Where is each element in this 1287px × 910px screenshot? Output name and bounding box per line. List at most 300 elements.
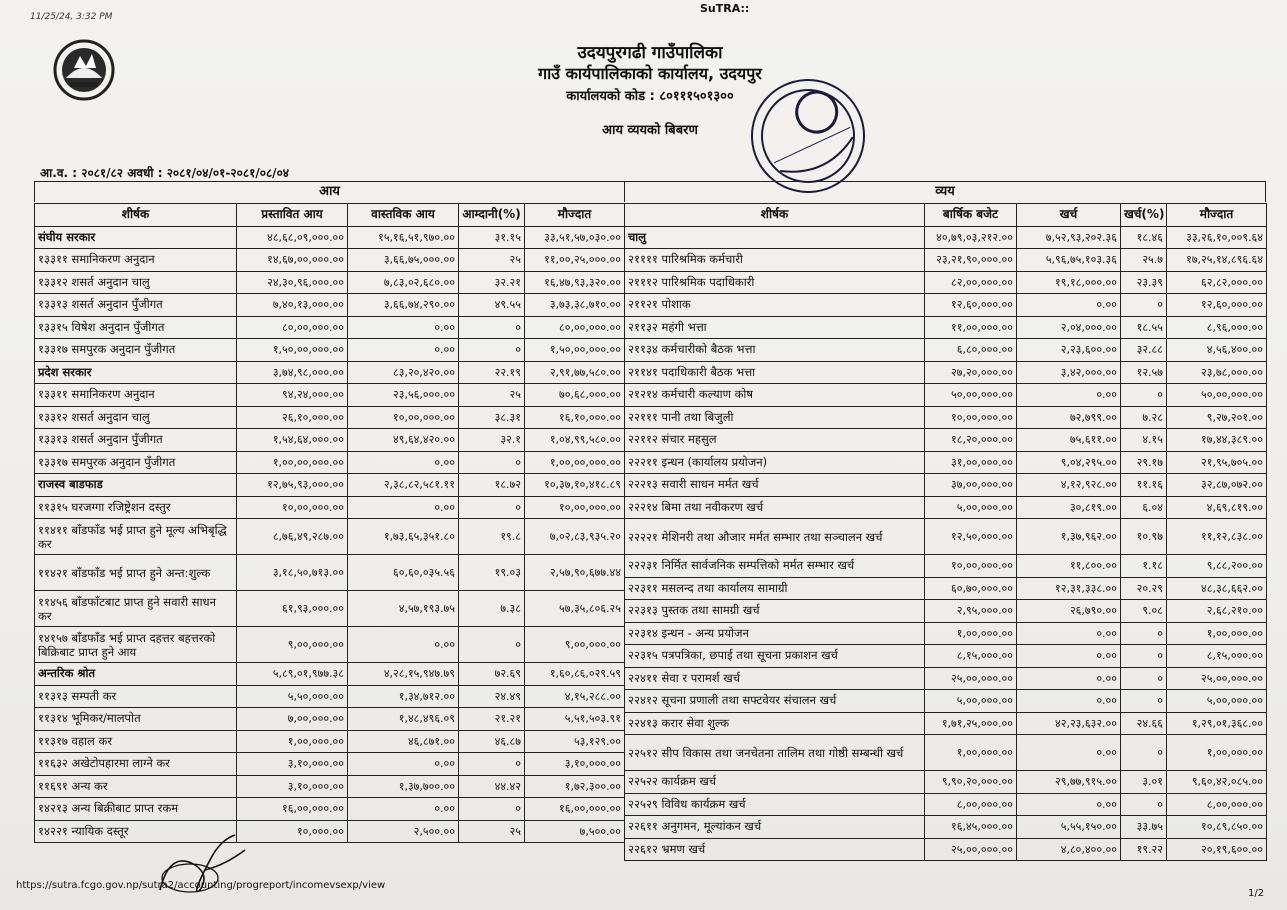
expense-cell-amount-1: ९,९०,२०,०००.०० (925, 771, 1017, 794)
income-cell-title: ११३१४ भूमिकर/मालपोत (35, 708, 237, 731)
income-cell-percent: १८.७२ (459, 474, 525, 497)
print-datetime: 11/25/24, 3:32 PM (30, 12, 113, 22)
expense-cell-title: २११३४ कर्मचारीको बैठक भत्ता (625, 339, 925, 362)
expense-cell-amount-1: १६,४५,०००.०० (925, 816, 1017, 839)
expense-cell-title: २२४११ सेवा र परामर्श खर्च (625, 667, 925, 690)
expense-cell-amount-1: ६०,७०,०००.०० (925, 577, 1017, 600)
expense-cell-title: २२६१२ भ्रमण खर्च (625, 838, 925, 861)
expense-cell-percent: २९.१७ (1121, 451, 1167, 474)
income-cell-balance: ७,५००.०० (525, 820, 625, 843)
income-cell-percent: ७२.६९ (459, 663, 525, 686)
expense-table (624, 203, 1267, 861)
income-row (35, 798, 625, 821)
expense-row (625, 384, 1267, 407)
income-cell-percent: ३२.१ (459, 429, 525, 452)
expense-cell-title: २११२१ पोशाक (625, 294, 925, 317)
expense-cell-amount-1: १,७१,२५,०००.०० (925, 712, 1017, 735)
expense-cell-percent: ० (1121, 793, 1167, 816)
expense-row (625, 429, 1267, 452)
income-cell-title: ११४५६ बाँडफाँटबाट प्राप्त हुने सवारी साधन कर (35, 591, 237, 627)
income-cell-title: अन्तरिक श्रोत (35, 663, 237, 686)
income-cell-amount-1: १,५४,६४,०००.०० (237, 429, 348, 452)
expense-cell-title: २२५१२ सीप विकास तथा जनचेतना तालिम तथा गोष्ठी सम्बन्धी खर्च (625, 735, 925, 771)
expense-cell-balance: ४,६९,८१९.०० (1167, 496, 1267, 519)
expense-cell-percent: ३.०१ (1121, 771, 1167, 794)
income-cell-title: प्रदेश सरकार (35, 361, 237, 384)
expense-row (625, 577, 1267, 600)
expense-row (625, 294, 1267, 317)
income-row (35, 663, 625, 686)
expense-row (625, 712, 1267, 735)
income-cell-percent: २५ (459, 820, 525, 843)
income-cell-balance: ८०,००,०००.०० (525, 316, 625, 339)
income-cell-title: १३३११ समानिकरण अनुदान (35, 384, 237, 407)
income-row (35, 627, 625, 663)
income-cell-amount-2: २३,५६,०००.०० (348, 384, 459, 407)
income-cell-percent: २१.२१ (459, 708, 525, 731)
income-cell-title: ११४२१ बाँडफाँड भई प्राप्त हुने अन्त:शुल्क (35, 555, 237, 591)
income-row (35, 708, 625, 731)
income-table (34, 203, 625, 843)
income-cell-title: ११६३२ अखेटोपहारमा लाग्ने कर (35, 753, 237, 776)
expense-cell-balance: १,२९,०१,३६८.०० (1167, 712, 1267, 735)
income-cell-amount-2: ०.०० (348, 451, 459, 474)
expense-cell-percent: २३.३९ (1121, 271, 1167, 294)
expense-col-budget: बार्षिक बजेट (925, 204, 1017, 227)
expense-cell-title: चालु (625, 226, 925, 249)
income-row (35, 451, 625, 474)
income-cell-amount-1: ९४,२४,०००.०० (237, 384, 348, 407)
income-row (35, 775, 625, 798)
expense-cell-amount-2: ०.०० (1017, 793, 1121, 816)
income-cell-title: ११३१५ घरजग्गा रजिष्ट्रेशन दस्तुर (35, 496, 237, 519)
expense-cell-amount-1: ११,००,०००.०० (925, 316, 1017, 339)
income-cell-amount-1: १४,६७,००,०००.०० (237, 249, 348, 272)
expense-cell-amount-2: १९,१८,०००.०० (1017, 271, 1121, 294)
income-cell-amount-1: ३,१०,०००.०० (237, 753, 348, 776)
expense-cell-title: २११३२ महंगी भत्ता (625, 316, 925, 339)
expense-row (625, 316, 1267, 339)
income-col-actual: वास्तविक आय (348, 204, 459, 227)
expense-row (625, 496, 1267, 519)
income-cell-amount-2: ०.०० (348, 627, 459, 663)
expense-cell-amount-1: १,००,०००.०० (925, 622, 1017, 645)
expense-cell-amount-2: ७,५२,९३,२०२.३६ (1017, 226, 1121, 249)
expense-cell-balance: ९,८८,२००.०० (1167, 555, 1267, 578)
income-cell-amount-2: ६०,६०,०३५.५६ (348, 555, 459, 591)
income-cell-percent: ० (459, 451, 525, 474)
expense-cell-title: २२३१४ इन्धन - अन्य प्रयोजन (625, 622, 925, 645)
expense-cell-amount-1: १०,००,०००.०० (925, 406, 1017, 429)
income-cell-amount-1: ९,००,०००.०० (237, 627, 348, 663)
income-cell-balance: २,९१,७७,५८०.०० (525, 361, 625, 384)
expense-cell-balance: ६२,८२,०००.०० (1167, 271, 1267, 294)
expense-cell-balance: १,००,०००.०० (1167, 622, 1267, 645)
expense-cell-balance: १२,६०,०००.०० (1167, 294, 1267, 317)
expense-cell-amount-1: २३,२१,९०,०००.०० (925, 249, 1017, 272)
income-cell-title: १३३१७ समपुरक अनुदान पुँजीगत (35, 339, 237, 362)
income-cell-amount-2: ८३,२०,४२०.०० (348, 361, 459, 384)
expense-cell-percent: २४.६६ (1121, 712, 1167, 735)
system-name: SuTRA:: (700, 2, 750, 15)
income-row (35, 474, 625, 497)
income-cell-balance: १०,००,०००.०० (525, 496, 625, 519)
income-cell-amount-2: ३,६६,७४,२९०.०० (348, 294, 459, 317)
office-name: गाउँ कार्यपालिकाको कार्यालय, उदयपुर (538, 64, 762, 83)
income-header-row (35, 204, 625, 227)
income-cell-amount-1: ७,००,०००.०० (237, 708, 348, 731)
expense-cell-title: २२२३१ निर्मित सार्वजनिक सम्पत्तिको मर्मत सम्भार खर्च (625, 555, 925, 578)
expense-cell-balance: ५०,००,०००.०० (1167, 384, 1267, 407)
expense-cell-amount-2: ०.०० (1017, 690, 1121, 713)
income-cell-percent: २५ (459, 249, 525, 272)
expense-cell-amount-2: ४२,२३,६३२.०० (1017, 712, 1121, 735)
expense-row (625, 474, 1267, 497)
income-cell-percent: ३८.३१ (459, 406, 525, 429)
income-cell-amount-1: ४८,६८,०९,०००.०० (237, 226, 348, 249)
income-cell-balance: १,०४,९९,५८०.०० (525, 429, 625, 452)
expense-row (625, 793, 1267, 816)
expense-cell-balance: १,००,०००.०० (1167, 735, 1267, 771)
expense-cell-amount-1: १८,२०,०००.०० (925, 429, 1017, 452)
expense-cell-amount-2: ५,९६,७५,१०३.३६ (1017, 249, 1121, 272)
expense-cell-percent: ४.१५ (1121, 429, 1167, 452)
expense-col-balance: मौज्दात (1167, 204, 1267, 227)
expense-cell-title: २२३११ मसलन्द तथा कार्यालय सामाग्री (625, 577, 925, 600)
expense-section-title: व्यय (624, 181, 1266, 202)
expense-cell-title: २२२११ इन्धन (कार्यालय प्रयोजन) (625, 451, 925, 474)
income-cell-percent: ७.३८ (459, 591, 525, 627)
expense-cell-amount-1: २७,२०,०००.०० (925, 361, 1017, 384)
income-cell-percent: १९.०३ (459, 555, 525, 591)
income-cell-amount-1: ३,७४,९८,०००.०० (237, 361, 348, 384)
income-row (35, 591, 625, 627)
expense-cell-amount-2: ०.०० (1017, 294, 1121, 317)
expense-row (625, 226, 1267, 249)
nepal-emblem-logo (52, 38, 116, 102)
expense-cell-percent: ० (1121, 622, 1167, 645)
expense-row (625, 771, 1267, 794)
income-cell-title: १४२२१ न्यायिक दस्तूर (35, 820, 237, 843)
expense-row (625, 690, 1267, 713)
expense-cell-amount-1: २५,००,०००.०० (925, 667, 1017, 690)
income-cell-amount-1: १२,७५,९३,०००.०० (237, 474, 348, 497)
expense-cell-percent: १९.२२ (1121, 838, 1167, 861)
income-row (35, 496, 625, 519)
income-row (35, 685, 625, 708)
expense-cell-amount-1: ३७,००,०००.०० (925, 474, 1017, 497)
expense-cell-amount-2: ५,५५,१५०.०० (1017, 816, 1121, 839)
income-cell-title: ११३१३ सम्पती कर (35, 685, 237, 708)
income-cell-balance: ५,५१,५०३.९१ (525, 708, 625, 731)
expense-row (625, 645, 1267, 668)
income-cell-balance: ७०,६८,०००.०० (525, 384, 625, 407)
expense-cell-amount-2: ७५,६११.०० (1017, 429, 1121, 452)
expense-cell-amount-1: ८,००,०००.०० (925, 793, 1017, 816)
income-cell-amount-1: ५,५०,०००.०० (237, 685, 348, 708)
income-cell-balance: १,७२,३००.०० (525, 775, 625, 798)
expense-cell-amount-1: २,९५,०००.०० (925, 600, 1017, 623)
income-cell-balance: ३,७३,३८,७१०.०० (525, 294, 625, 317)
office-code: कार्यालयको कोड : ८०१११५०१३०० (566, 89, 734, 104)
report-title: आय व्ययको बिबरण (602, 123, 698, 138)
income-cell-balance: ११,००,२५,०००.०० (525, 249, 625, 272)
income-cell-amount-2: २,५००.०० (348, 820, 459, 843)
income-cell-percent: ० (459, 339, 525, 362)
expense-cell-percent: ३३.७५ (1121, 816, 1167, 839)
expense-cell-title: २११४१ पदाधिकारी बैठक भत्ता (625, 361, 925, 384)
expense-row (625, 271, 1267, 294)
income-cell-title: १३३११ समानिकरण अनुदान (35, 249, 237, 272)
expense-cell-title: २२२१३ सवारी साधन मर्मत खर्च (625, 474, 925, 497)
expense-row (625, 735, 1267, 771)
expense-cell-amount-2: ४,८०,४००.०० (1017, 838, 1121, 861)
income-section-title: आय (34, 181, 625, 202)
expense-cell-balance: २५,००,०००.०० (1167, 667, 1267, 690)
income-cell-amount-1: २६,१०,०००.०० (237, 406, 348, 429)
expense-cell-amount-1: १२,५०,०००.०० (925, 519, 1017, 555)
income-cell-balance: ५७,३५,८०६.२५ (525, 591, 625, 627)
income-cell-percent: ३२.२१ (459, 271, 525, 294)
expense-cell-percent: ० (1121, 384, 1167, 407)
income-col-proposed: प्रस्तावित आय (237, 204, 348, 227)
expense-cell-amount-1: ४०,७९,०३,२१२.०० (925, 226, 1017, 249)
expense-cell-amount-1: ३१,००,०००.०० (925, 451, 1017, 474)
income-col-percent: आम्दानी(%) (459, 204, 525, 227)
expense-cell-amount-2: १२,३१,३३८.०० (1017, 577, 1121, 600)
expense-cell-title: २१११२ पारिश्रमिक पदाधिकारी (625, 271, 925, 294)
expense-cell-amount-1: १२,६०,०००.०० (925, 294, 1017, 317)
expense-cell-title: २२४१३ करार सेवा शुल्क (625, 712, 925, 735)
income-cell-amount-1: २४,३०,९६,०००.०० (237, 271, 348, 294)
expense-cell-balance: २३,७८,०००.०० (1167, 361, 1267, 384)
expense-cell-amount-2: ०.०० (1017, 645, 1121, 668)
expense-cell-amount-2: ९,०४,२९५.०० (1017, 451, 1121, 474)
expense-cell-title: २२५२२ कार्यक्रम खर्च (625, 771, 925, 794)
expense-col-spent: खर्च (1017, 204, 1121, 227)
income-cell-amount-2: १,४८,४९६.०९ (348, 708, 459, 731)
expense-cell-percent: ३२.८८ (1121, 339, 1167, 362)
expense-cell-amount-1: १०,००,०००.०० (925, 555, 1017, 578)
income-row (35, 294, 625, 317)
income-cell-amount-2: १५,१६,५१,९७०.०० (348, 226, 459, 249)
expense-row (625, 667, 1267, 690)
expense-cell-percent: २०.२९ (1121, 577, 1167, 600)
expense-cell-amount-1: ५,००,०००.०० (925, 690, 1017, 713)
expense-cell-amount-1: ८,१५,०००.०० (925, 645, 1017, 668)
income-cell-percent: ० (459, 496, 525, 519)
expense-cell-balance: ४,५६,४००.०० (1167, 339, 1267, 362)
expense-cell-balance: २०,१९,६००.०० (1167, 838, 1267, 861)
income-cell-percent: २२.१९ (459, 361, 525, 384)
income-cell-title: १३३१३ शसर्त अनुदान पुँजीगत (35, 429, 237, 452)
expense-cell-balance: १७,२५,१४,८९६.६४ (1167, 249, 1267, 272)
income-cell-percent: १९.८ (459, 519, 525, 555)
income-cell-percent: ४९.५५ (459, 294, 525, 317)
expense-cell-title: २२४१२ सूचना प्रणाली तथा सफ्टवेयर संचालन खर्च (625, 690, 925, 713)
expense-cell-balance: ५,००,०००.०० (1167, 690, 1267, 713)
page-number: 1/2 (1248, 888, 1265, 899)
income-cell-balance: १,५०,००,०००.०० (525, 339, 625, 362)
expense-cell-balance: ३३,२६,१०,००९.६४ (1167, 226, 1267, 249)
expense-cell-percent: ६.०४ (1121, 496, 1167, 519)
org-name: उदयपुरगढी गाउँपालिका (577, 43, 723, 63)
expense-cell-amount-2: २९,७७,९१५.०० (1017, 771, 1121, 794)
income-cell-balance: ५३,१२९.०० (525, 730, 625, 753)
expense-cell-amount-2: २,०४,०००.०० (1017, 316, 1121, 339)
expense-cell-amount-2: ११,८००.०० (1017, 555, 1121, 578)
income-cell-balance: १,६०,८६,०२९.५९ (525, 663, 625, 686)
expense-cell-title: २२१११ पानी तथा बिजुली (625, 406, 925, 429)
expense-cell-title: २१२१४ कर्मचारी कल्याण कोष (625, 384, 925, 407)
expense-cell-title: २२३१३ पुस्तक तथा सामग्री खर्च (625, 600, 925, 623)
income-cell-percent: ० (459, 316, 525, 339)
expense-cell-balance: ४८,३८,६६२.०० (1167, 577, 1267, 600)
expense-cell-amount-2: ०.०० (1017, 384, 1121, 407)
income-cell-amount-2: ०.०० (348, 496, 459, 519)
expense-col-title: शीर्षक (625, 204, 925, 227)
income-cell-amount-1: ३,१८,५०,७१३.०० (237, 555, 348, 591)
income-cell-title: १३३१५ विषेश अनुदान पुँजीगत (35, 316, 237, 339)
expense-cell-amount-2: ३,४२,०००.०० (1017, 361, 1121, 384)
fiscal-period: आ.व. : २०८१/८२ अवधी : २०८१/०४/०१-२०८१/०८/०४ (40, 166, 290, 180)
expense-cell-percent: ९.०८ (1121, 600, 1167, 623)
income-cell-balance: १६,१०,०००.०० (525, 406, 625, 429)
income-cell-amount-1: ७,४०,१३,०००.०० (237, 294, 348, 317)
income-cell-amount-1: ८,७६,४९,२८७.०० (237, 519, 348, 555)
income-cell-title: राजस्व बाडफाड (35, 474, 237, 497)
income-cell-title: १३३१७ समपुरक अनुदान पुँजीगत (35, 451, 237, 474)
expense-cell-percent: १२.५७ (1121, 361, 1167, 384)
income-row (35, 753, 625, 776)
expense-row (625, 600, 1267, 623)
expense-cell-percent: ० (1121, 690, 1167, 713)
expense-cell-percent: ० (1121, 294, 1167, 317)
income-cell-title: १४२१३ अन्य बिक्रीबाट प्राप्त रकम (35, 798, 237, 821)
expense-cell-title: २२२२१ मेशिनरी तथा औजार मर्मत सम्भार तथा सञ्चालन खर्च (625, 519, 925, 555)
income-row (35, 519, 625, 555)
income-cell-title: १४१५७ बाँडफाँड भई प्राप्त दहत्तर बहत्तरको बिक्रिबाट प्राप्त हुने आय (35, 627, 237, 663)
income-cell-balance: १६,४७,९३,३२०.०० (525, 271, 625, 294)
expense-cell-amount-2: १,३७,९६२.०० (1017, 519, 1121, 555)
income-cell-balance: ३,१०,०००.०० (525, 753, 625, 776)
expense-cell-percent: ० (1121, 735, 1167, 771)
expense-cell-percent: ० (1121, 667, 1167, 690)
income-cell-balance: १६,००,०००.०० (525, 798, 625, 821)
income-col-balance: मौज्दात (525, 204, 625, 227)
expense-cell-amount-1: १,००,०००.०० (925, 735, 1017, 771)
income-cell-title: ११४११ बाँडफाँड भई प्राप्त हुने मूल्य अभिबृद्धि कर (35, 519, 237, 555)
income-cell-amount-2: २,३८,८२,५८१.११ (348, 474, 459, 497)
income-cell-percent: ३१.१५ (459, 226, 525, 249)
income-cell-amount-2: ४९,६४,४२०.०० (348, 429, 459, 452)
expense-cell-balance: ८,१५,०००.०० (1167, 645, 1267, 668)
expense-row (625, 249, 1267, 272)
income-row (35, 555, 625, 591)
income-row (35, 384, 625, 407)
expense-cell-amount-1: ६,८०,०००.०० (925, 339, 1017, 362)
expense-cell-title: २२६११ अनुगमन, मूल्यांकन खर्च (625, 816, 925, 839)
expense-cell-percent: ११.१६ (1121, 474, 1167, 497)
expense-row (625, 622, 1267, 645)
income-col-title: शीर्षक (35, 204, 237, 227)
income-cell-amount-1: ५,८९,०१,९७७.३८ (237, 663, 348, 686)
expense-cell-amount-2: ०.०० (1017, 735, 1121, 771)
expense-row (625, 816, 1267, 839)
income-cell-balance: ४,१५,२८८.०० (525, 685, 625, 708)
expense-row (625, 838, 1267, 861)
expense-cell-balance: १७,४४,३८९.०० (1167, 429, 1267, 452)
income-cell-amount-2: ७,८३,०२,६८०.०० (348, 271, 459, 294)
income-row (35, 730, 625, 753)
expense-cell-amount-1: ५०,००,०००.०० (925, 384, 1017, 407)
income-cell-title: ११३१७ वहाल कर (35, 730, 237, 753)
income-cell-percent: २५ (459, 384, 525, 407)
expense-cell-title: २२३१५ पत्रपत्रिका, छपाई तथा सूचना प्रकाशन खर्च (625, 645, 925, 668)
income-row (35, 406, 625, 429)
expense-cell-balance: २१,९५,७०५.०० (1167, 451, 1267, 474)
income-cell-percent: २४.४९ (459, 685, 525, 708)
income-cell-title: १३३१२ शसर्त अनुदान चालु (35, 271, 237, 294)
expense-cell-title: २२२१४ बिमा तथा नवीकरण खर्च (625, 496, 925, 519)
income-row (35, 361, 625, 384)
income-cell-balance: १,००,००,०००.०० (525, 451, 625, 474)
expense-row (625, 519, 1267, 555)
income-row (35, 429, 625, 452)
income-cell-percent: ४६.८७ (459, 730, 525, 753)
income-cell-amount-2: ४,५७,१९३.७५ (348, 591, 459, 627)
income-cell-title: १३३१३ शसर्त अनुदान पुँजीगत (35, 294, 237, 317)
income-cell-balance: २,५७,९०,६७७.४४ (525, 555, 625, 591)
income-cell-amount-2: ४,२८,१५,९४७.७९ (348, 663, 459, 686)
expense-row (625, 451, 1267, 474)
income-cell-amount-1: १,००,०००.०० (237, 730, 348, 753)
income-cell-amount-2: ४६,८७१.०० (348, 730, 459, 753)
expense-row (625, 361, 1267, 384)
expense-cell-percent: १.१८ (1121, 555, 1167, 578)
income-cell-balance: ९,००,०००.०० (525, 627, 625, 663)
expense-row (625, 339, 1267, 362)
income-row (35, 316, 625, 339)
expense-cell-percent: १८.४६ (1121, 226, 1167, 249)
expense-cell-balance: ८,९६,०००.०० (1167, 316, 1267, 339)
income-cell-amount-1: १,००,००,०००.०० (237, 451, 348, 474)
expense-cell-amount-2: २,२३,६००.०० (1017, 339, 1121, 362)
expense-cell-percent: २५.७ (1121, 249, 1167, 272)
expense-cell-balance: ९,२७,२०१.०० (1167, 406, 1267, 429)
expense-cell-amount-2: ०.०० (1017, 667, 1121, 690)
income-cell-amount-2: ०.०० (348, 753, 459, 776)
income-cell-amount-1: १०,००,०००.०० (237, 496, 348, 519)
income-cell-amount-2: १,३४,७१२.०० (348, 685, 459, 708)
income-cell-title: ११६९१ अन्य कर (35, 775, 237, 798)
income-cell-title: संघीय सरकार (35, 226, 237, 249)
expense-cell-balance: ११,१२,८३८.०० (1167, 519, 1267, 555)
expense-cell-percent: ० (1121, 645, 1167, 668)
expense-cell-amount-2: ०.०० (1017, 622, 1121, 645)
expense-cell-percent: १८.५५ (1121, 316, 1167, 339)
income-cell-balance: ७,०२,८३,९३५.२० (525, 519, 625, 555)
income-row (35, 820, 625, 843)
income-cell-amount-1: १,५०,००,०००.०० (237, 339, 348, 362)
expense-cell-title: २२११२ संचार महसुल (625, 429, 925, 452)
income-cell-balance: ३३,५१,५७,०३०.०० (525, 226, 625, 249)
income-cell-percent: ० (459, 627, 525, 663)
expense-cell-balance: ३२,८७,०७२.०० (1167, 474, 1267, 497)
income-cell-balance: १०,३७,१०,४१८.८९ (525, 474, 625, 497)
expense-cell-title: २११११ पारिश्रमिक कर्मचारी (625, 249, 925, 272)
income-cell-amount-2: १,३७,७००.०० (348, 775, 459, 798)
